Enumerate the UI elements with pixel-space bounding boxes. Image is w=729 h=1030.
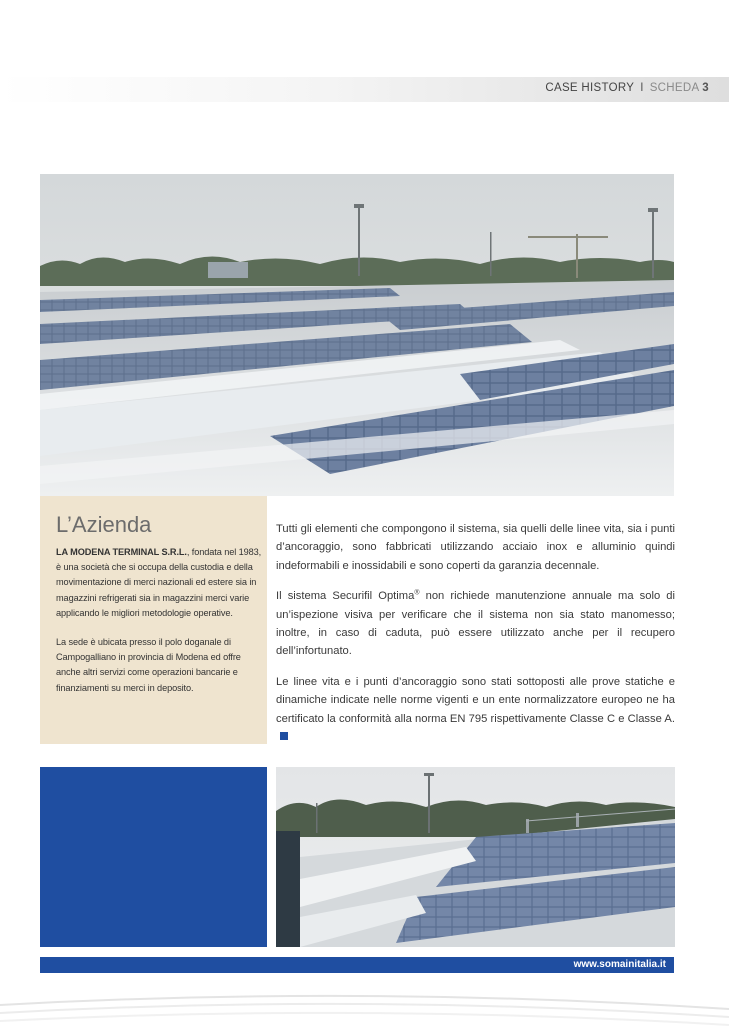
footer-bar	[40, 957, 674, 973]
paragraph-certification	[276, 673, 675, 747]
website-link[interactable]: www.somainitalia.it	[573, 959, 666, 970]
paragraph-materials: Tutti gli elementi che compongono il sistema, sia quelli delle linee vita, sia i punti d’ancoraggio, sono fabbricati utilizzando acciaio inox e alluminio quindi indeformabili e inossidabili e sono coperti da garanzia decennale.	[276, 523, 675, 572]
company-intro	[56, 545, 266, 621]
system-description	[276, 520, 675, 758]
paragraph-maintenance-start: Il sistema Securifil Optima	[276, 590, 415, 603]
registered-mark: ®	[414, 589, 420, 597]
sheet-label: SCHEDA	[649, 82, 699, 94]
paragraph-maintenance-end: non richiede manutenzione annuale ma solo di un’ispezione visiva per verificare che il sistema non sia stato manomesso; inoltre, in caso di caduta, può essere utilizzato anche per il recupero dell’infortunato.	[276, 590, 675, 658]
company-description	[56, 545, 266, 710]
company-location: La sede è ubicata presso il polo doganale di Campogalliano in provincia di Modena ed offre anche altri servizi come operazioni bancarie e finanziamenti su merci in deposito.	[56, 637, 241, 693]
company-name: LA MODENA TERMINAL S.R.L.	[56, 547, 187, 557]
company-section-title: L’Azienda	[56, 512, 152, 537]
header-separator: I	[640, 82, 644, 94]
rooftop-lifeline-photo	[276, 767, 675, 947]
company-sidebar	[40, 496, 267, 744]
company-intro-text: , fondata nel 1983, è una società che si occupa della custodia e della movimentazione di merci nazionali ed estere sia in magazzini refrigerati sia in magazzini merci varie applicando le migliori metodologie operative.	[56, 547, 262, 618]
rooftop-solar-photo	[40, 174, 674, 496]
header-label	[545, 82, 709, 94]
footer-swoosh	[0, 975, 729, 1030]
end-of-article-mark	[280, 732, 288, 740]
section-label: CASE HISTORY	[545, 82, 635, 94]
blue-decorative-block	[40, 767, 267, 947]
paragraph-maintenance	[276, 587, 675, 661]
paragraph-certification-text: Le linee vita e i punti d’ancoraggio sono stati sottoposti alle prove statiche e dinamiche indicate nelle norme vigenti e un ente normalizzatore europeo ne ha certificato la conformità alla norma EN 795 rispettivamente Classe C e Classe A.	[276, 675, 675, 725]
sheet-number: 3	[702, 82, 709, 94]
